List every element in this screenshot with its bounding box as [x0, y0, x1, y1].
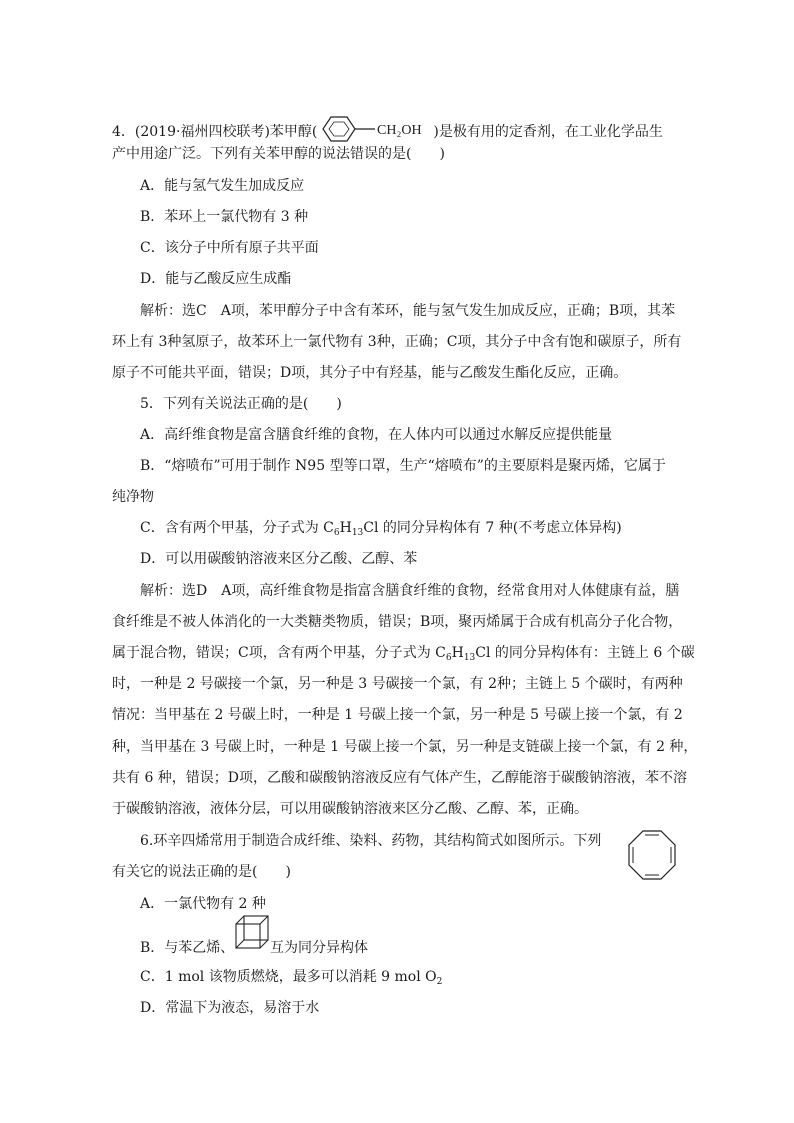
q5-option-b-cont: 纯净物: [112, 489, 154, 505]
q5-analysis-line: 解析：选D A项，高纤维食物是指富含膳食纤维的食物，经常食用对人体健康有益，膳: [140, 583, 680, 599]
cubane-structure-icon: [234, 914, 270, 956]
cyclooctatetraene-structure-icon: [624, 828, 680, 888]
q6-option-c: C．1 mol 该物质燃烧，最多可以消耗 9 mol $O_2$: [140, 969, 443, 987]
q4-option-c: C．该分子中所有原子共平面: [140, 240, 319, 256]
q5-option-b: B．“熔喷布”可用于制作 N95 型等口罩，生产“熔喷布”的主要原料是聚丙烯，它属于: [140, 458, 666, 474]
q6-option-b: B．与苯乙烯、: [140, 940, 235, 956]
q4-stem-start: 4．(2019·福州四校联考)苯甲醇(: [112, 124, 318, 140]
q5-option-a: A．高纤维食物是富含膳食纤维的食物，在人体内可以通过水解反应提供能量: [140, 427, 613, 443]
q4-line2: 产中用途广泛。下列有关苯甲醇的说法错误的是( ): [112, 146, 445, 162]
q5-analysis-line: 共有 6 种，错误；D项，乙酸和碳酸钠溶液反应有气体产生，乙醇能溶于碳酸钠溶液，苯不溶: [112, 770, 688, 786]
q5-option-d: D．可以用碳酸钠溶液来区分乙酸、乙醇、苯: [140, 551, 418, 567]
q5-analysis-line: 时，一种是 2 号碳接一个氯，另一种是 3 号碳接一个氯，有 2种；主链上 5 个碳时，有两种: [112, 676, 683, 692]
q6-option-a: A．一氯代物有 2 种: [140, 896, 266, 912]
q5-analysis-line: 种，当甲基在 3 号碳上时，一种是 1 号碳上接一个氯，另一种是支链碳上接一个氯，有 2 种，: [112, 739, 698, 755]
q4-analysis-line: 原子不可能共平面，错误；D项，其分子中有羟基，能与乙酸发生酯化反应，正确。: [112, 365, 628, 381]
q5-analysis-line: 于碳酸钠溶液，液体分层，可以用碳酸钠溶液来区分乙酸、乙醇、苯，正确。: [112, 801, 588, 817]
q4-stem-end: )是极有用的定香剂，在工业化学品生: [433, 124, 663, 140]
q6-option-b-end: 互为同分异构体: [270, 940, 368, 956]
ch2oh-label: CH₂OH: [377, 123, 422, 138]
q5-option-c: C．含有两个甲基，分子式为 $C_6H_{13}Cl$ 的同分异构体有 7 种(不考虑立体异构): [140, 520, 622, 538]
q4-analysis-line: 解析：选C A项，苯甲醇分子中含有苯环，能与氢气发生加成反应，正确；B项，其苯: [140, 303, 676, 319]
q5-analysis-line: 属于混合物，错误；C项，含有两个甲基，分子式为 $C_6H_{13}Cl$ 的同分异构体有：主链上 6 个碳: [112, 645, 695, 663]
q4-analysis-line: 环上有 3种氢原子，故苯环上一氯代物有 3种，正确；C项，其分子中含有饱和碳原子，所有: [112, 334, 682, 350]
q5-stem: 5．下列有关说法正确的是( ): [140, 396, 342, 412]
q4-option-d: D．能与乙酸反应生成酯: [140, 271, 292, 287]
q4-option-a: A．能与氢气发生加成反应: [140, 178, 305, 194]
q5-analysis-line: 情况：当甲基在 2 号碳上时，一种是 1 号碳上接一个氯，另一种是 5 号碳上接一个氯，有 2: [112, 707, 683, 723]
q6-option-d: D．常温下为液态，易溶于水: [140, 1000, 320, 1016]
q5-analysis-line: 食纤维是不被人体消化的一大类糖类物质，错误；B项，聚丙烯属于合成有机高分子化合物，: [112, 614, 683, 630]
q6-stem-line1: 6.环辛四烯常用于制造合成纤维、染料、药物，其结构简式如图所示。下列: [140, 833, 602, 849]
q4-option-b: B．苯环上一氯代物有 3 种: [140, 209, 309, 225]
q6-stem-line2: 有关它的说法正确的是( ): [112, 864, 291, 880]
